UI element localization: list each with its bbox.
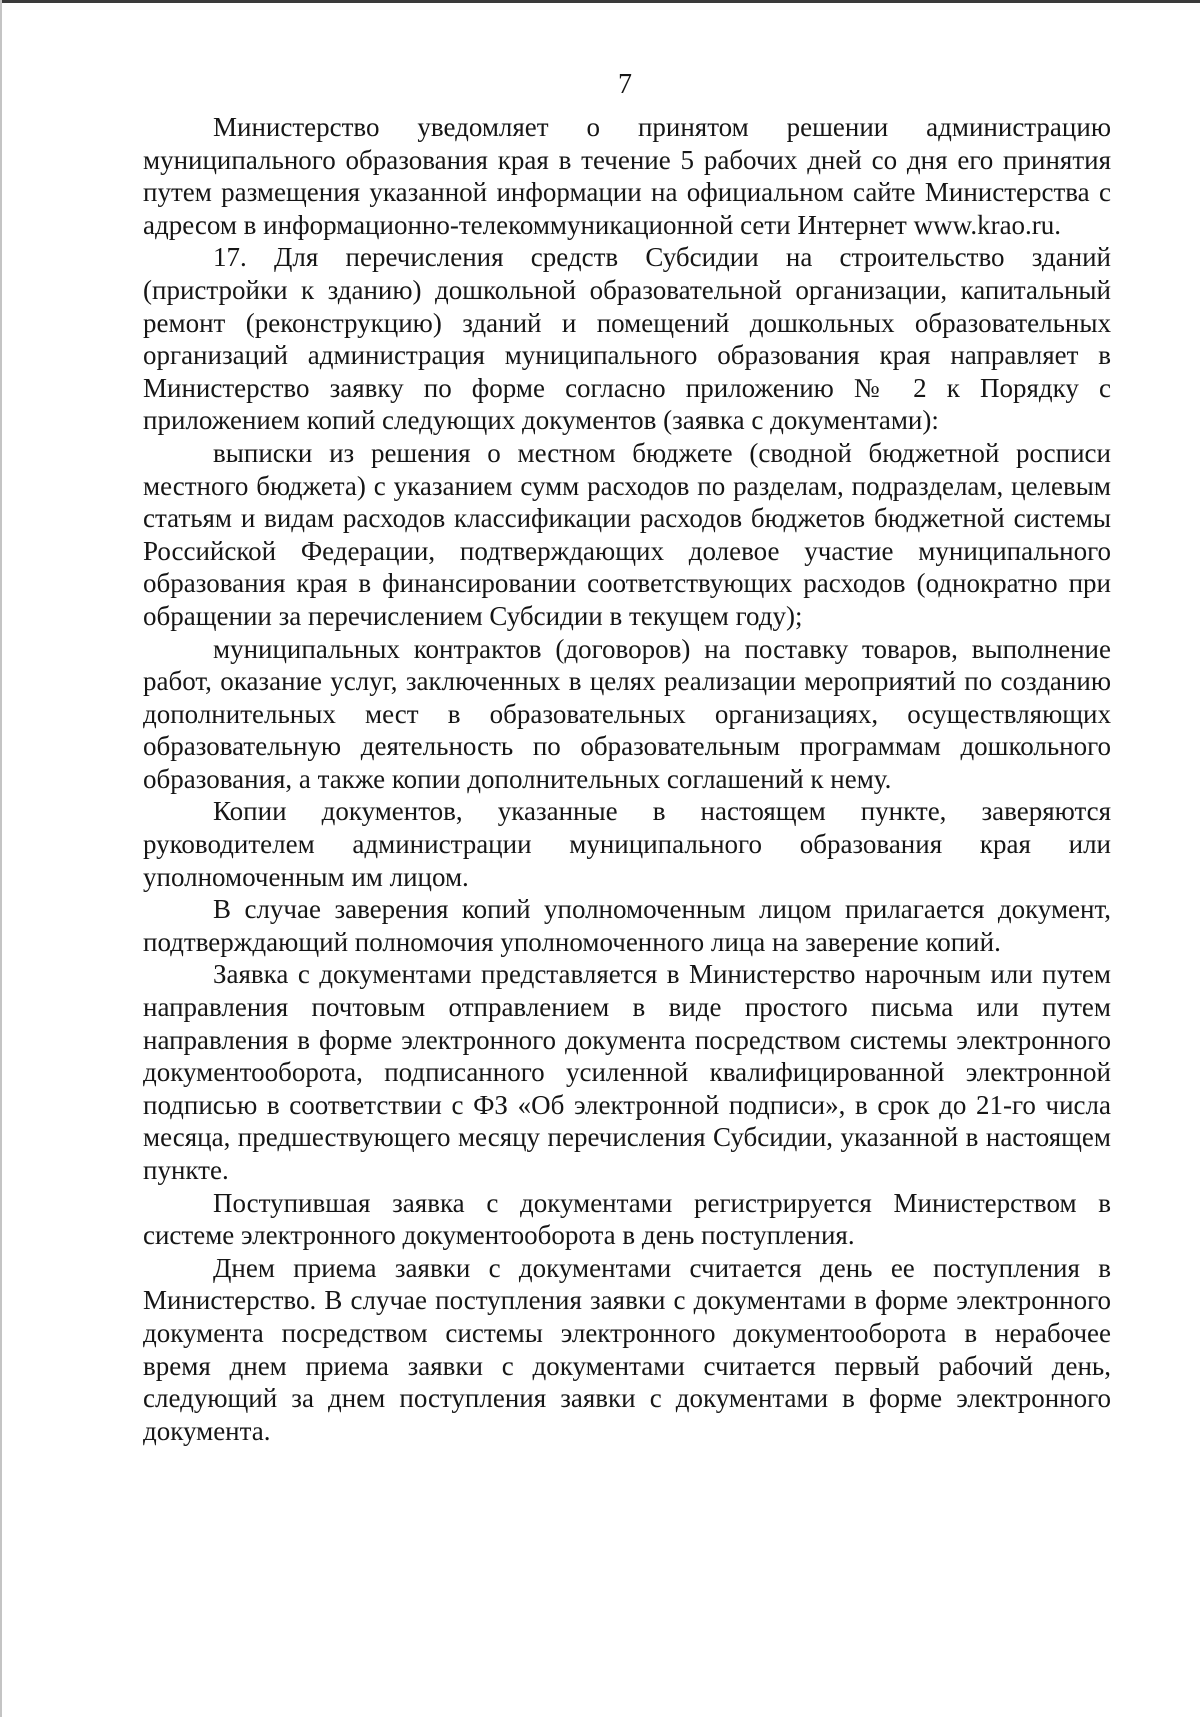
page-number: 7 — [618, 69, 632, 100]
paragraph-authorized-person: В случае заверения копий уполномоченным лицом прилагается документ, подтверждающий полномочия уполномоченного лица на заверение копий. — [143, 894, 1111, 957]
document-body — [143, 111, 1111, 1447]
paragraph-submission-method: Заявка с документами представляется в Министерство нарочным или путем направления почтовым отправлением в виде простого письма или путем направления в форме электронного документа посредством системы электронного документооборота, подписанного усиленной квалифицированной электронной подписью в соответствии с ФЗ «Об электронной подписи», в срок до 21-го числа месяца, предшествующего месяцу перечисления Субсидии, указанной в настоящем пункте. — [143, 959, 1111, 1185]
scan-top-edge — [0, 0, 1200, 3]
scan-left-edge — [0, 0, 2, 1717]
paragraph-acceptance-date: Днем приема заявки с документами считается день ее поступления в Министерство. В случае поступления заявки с документами в форме электронного документа посредством системы электронного документооборота в нерабочее время днем приема заявки с документами считается первый рабочий день, следующий за днем поступления заявки с документами в форме электронного документа. — [143, 1252, 1111, 1446]
paragraph-17-application: 17. Для перечисления средств Субсидии на строительство зданий (пристройки к зданию) дошкольной образовательной организации, капитальный ремонт (реконструкцию) зданий и помещений дошкольных образовательных организаций администрация муниципального образования края направляет в Министерство заявку по форме согласно приложению № 2 к Порядку с приложением копий следующих документов (заявка с документами): — [143, 242, 1111, 436]
paragraph-copies-certification: Копии документов, указанные в настоящем пункте, заверяются руководителем администрации муниципального образования края или уполномоченным им лицом. — [143, 796, 1111, 892]
paragraph-municipal-contracts: муниципальных контрактов (договоров) на поставку товаров, выполнение работ, оказание услуг, заключенных в целях реализации мероприятий по созданию дополнительных мест в образовательных организациях, осуществляющих образовательную деятельность по образовательным программам дошкольного образования, а также копии дополнительных соглашений к нему. — [143, 633, 1111, 794]
paragraph-budget-extracts: выписки из решения о местном бюджете (сводной бюджетной росписи местного бюджета) с указанием сумм расходов по разделам, подразделам, целевым статьям и видам расходов классификации расходов бюджетов бюджетной системы Российской Федерации, подтверждающих долевое участие муниципального образования края в финансировании соответствующих расходов (однократно при обращении за перечислением Субсидии в текущем году); — [143, 437, 1111, 631]
paragraph-registration: Поступившая заявка с документами регистрируется Министерством в системе электронного документооборота в день поступления. — [143, 1187, 1111, 1251]
paragraph-ministry-notification: Министерство уведомляет о принятом решении администрацию муниципального образования края в течение 5 рабочих дней со дня его принятия путем размещения указанной информации на официальном сайте Министерства с адресом в информационно-телекоммуникационной сети Интернет www.krao.ru. — [143, 112, 1111, 240]
